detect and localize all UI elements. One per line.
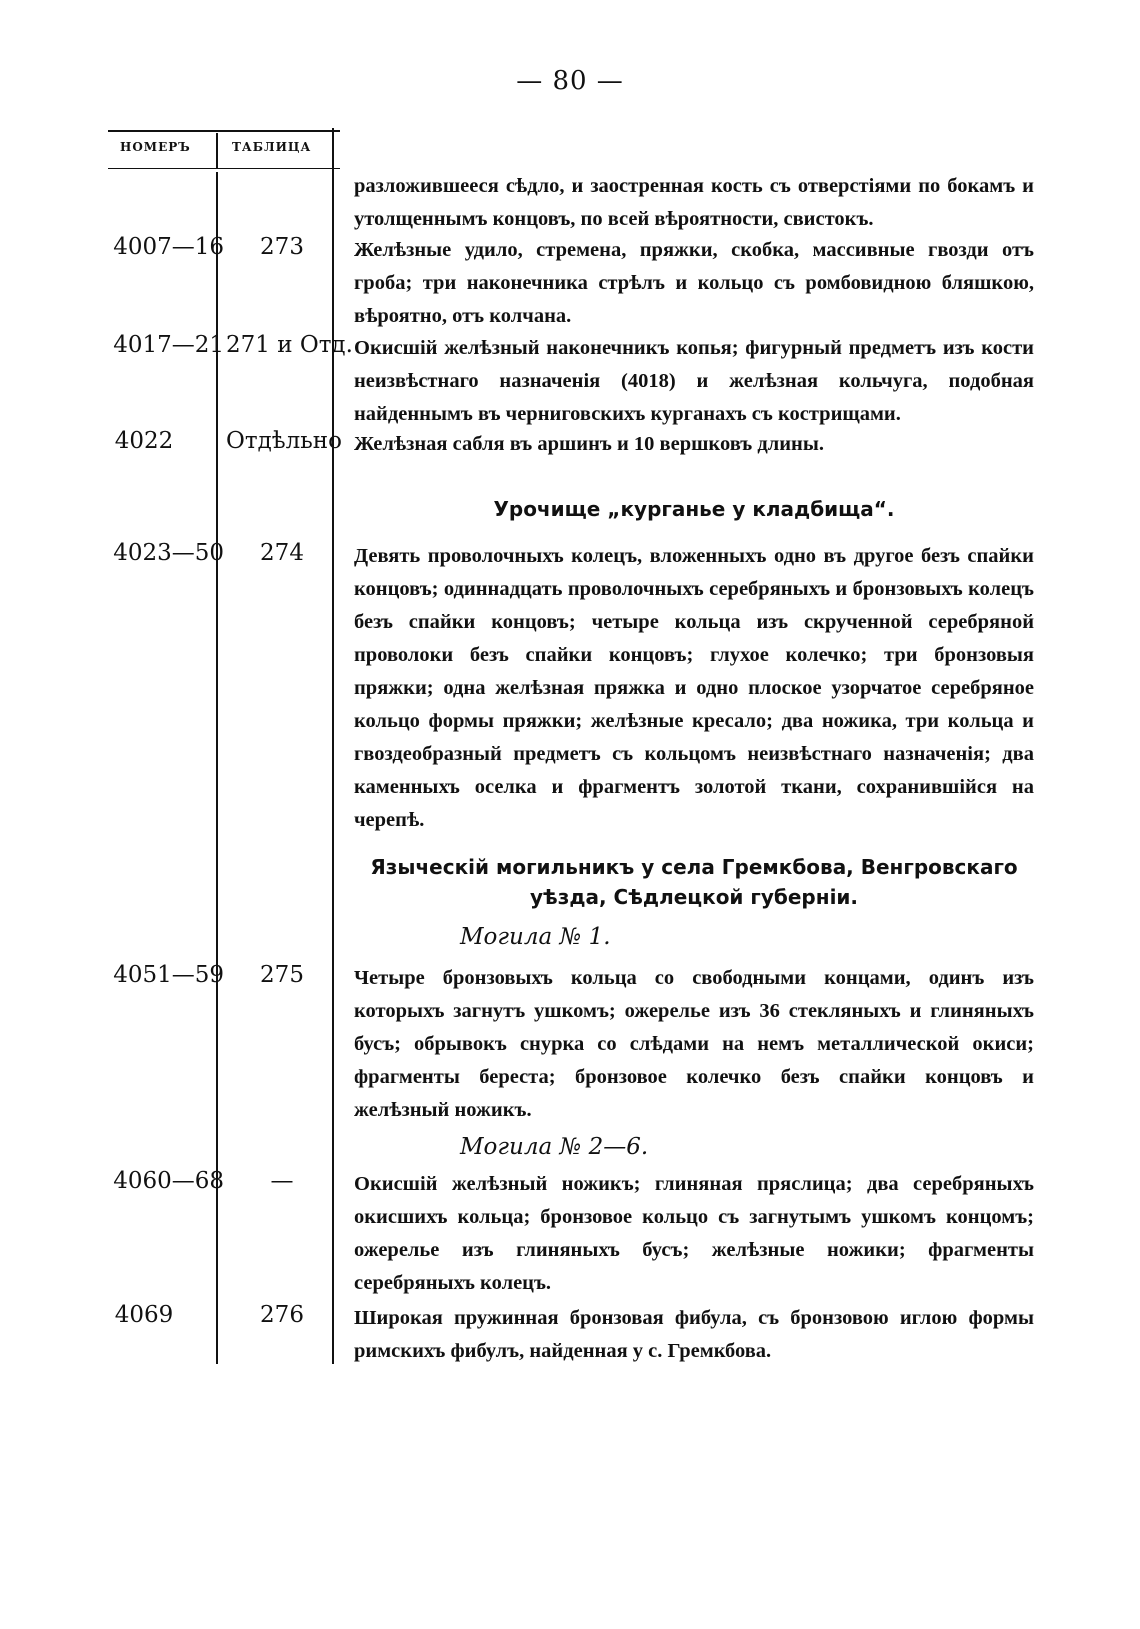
entry-number: 4017—21	[113, 332, 224, 358]
entry-number: 4023—50	[113, 540, 224, 566]
grave-heading: Могила № 2—6.	[460, 1134, 649, 1160]
entry-text: Девять проволочныхъ колецъ, вложенныхъ одно въ другое безъ спайки концовъ; одиннадцать проволочныхъ серебряныхъ и бронзовыхъ колецъ безъ спайки концовъ; четыре кольца изъ скрученной серебряной проволоки безъ спайки концовъ; глухое колечко; три бронзовыя пряжки; одна желѣзная пряжка и одно плоское узорчатое серебряное кольцо формы пряжки; желѣзные кресало; два ножика, три кольца и гвоздеобразный предметъ съ кольцомъ неизвѣстнаго назначенія; два каменныхъ оселка и фрагментъ золотой ткани, сохранившійся на черепѣ.	[354, 545, 1034, 831]
entry-plate: 273	[260, 234, 304, 260]
entry-plate: 271 и Отд.	[226, 332, 353, 358]
entry-number: 4007—16	[113, 234, 224, 260]
entry-plate: 275	[260, 962, 304, 988]
entry-number: 4069	[114, 1302, 174, 1328]
entry-number: 4060—68	[113, 1168, 224, 1194]
entry-plate: Отдѣльно	[226, 428, 342, 454]
header-top-rule	[108, 130, 340, 132]
entry-text: Широкая пружинная бронзовая фибула, съ бронзовою иглою формы римскихъ фибулъ, найденная у с. Гремкбова.	[354, 1307, 1034, 1362]
entry-plate: 274	[260, 540, 304, 566]
grave-heading: Могила № 1.	[460, 924, 611, 950]
entry-plate: 276	[260, 1302, 304, 1328]
entry-plate: —	[270, 1168, 294, 1194]
entry-number: 4022	[114, 428, 174, 454]
column-header-number: НОМЕРЪ	[120, 140, 191, 154]
entry-text: Четыре бронзовыхъ кольца со свободными концами, одинъ изъ которыхъ загнутъ ушкомъ; ожерелье изъ 36 стекляныхъ и глиняныхъ бусъ; обрывокъ снурка со слѣдами на немъ металлической окиси; фрагменты береста; бронзовое колечко безъ спайки концовъ и желѣзный ножикъ.	[354, 967, 1034, 1121]
page-number: — 80 —	[516, 66, 624, 96]
entry-text: Желѣзная сабля въ аршинъ и 10 вершковъ длины.	[354, 433, 824, 455]
entry-text: Окисшій желѣзный ножикъ; глиняная пряслица; два серебряныхъ окисшихъ кольца; бронзовое кольцо съ загнутымъ ушкомъ концомъ; ожерелье изъ глиняныхъ бусъ; желѣзные ножики; фрагменты серебряныхъ колецъ.	[354, 1173, 1034, 1294]
entry-text: разложившееся сѣдло, и заостренная кость съ отверстіями по бокамъ и утолщеннымъ концовъ, по всей вѣроятности, свистокъ.	[354, 175, 1034, 230]
entry-number: 4051—59	[113, 962, 224, 988]
header-bottom-rule	[108, 168, 340, 169]
column-header-plate: ТАБЛИЦА	[232, 140, 312, 154]
header-divider	[216, 133, 218, 169]
entry-text: Желѣзные удило, стремена, пряжки, скобка, массивные гвозди отъ гроба; три наконечника стрѣлъ и кольцо съ ромбовидною бляшкою, вѣроятно, отъ колчана.	[354, 239, 1034, 327]
entry-text: Окисшій желѣзный наконечникъ копья; фигурный предметъ изъ кости неизвѣстнаго назначенія (4018) и желѣзная кольчуга, подобная найденнымъ въ черниговскихъ курганахъ съ кострищами.	[354, 337, 1034, 425]
section-heading: Языческій могильникъ у села Гремкбова, Венгровскаго уѣзда, Сѣдлецкой губерніи.	[370, 855, 1018, 909]
section-heading: Урочище „курганье у кладбища“.	[493, 497, 895, 521]
